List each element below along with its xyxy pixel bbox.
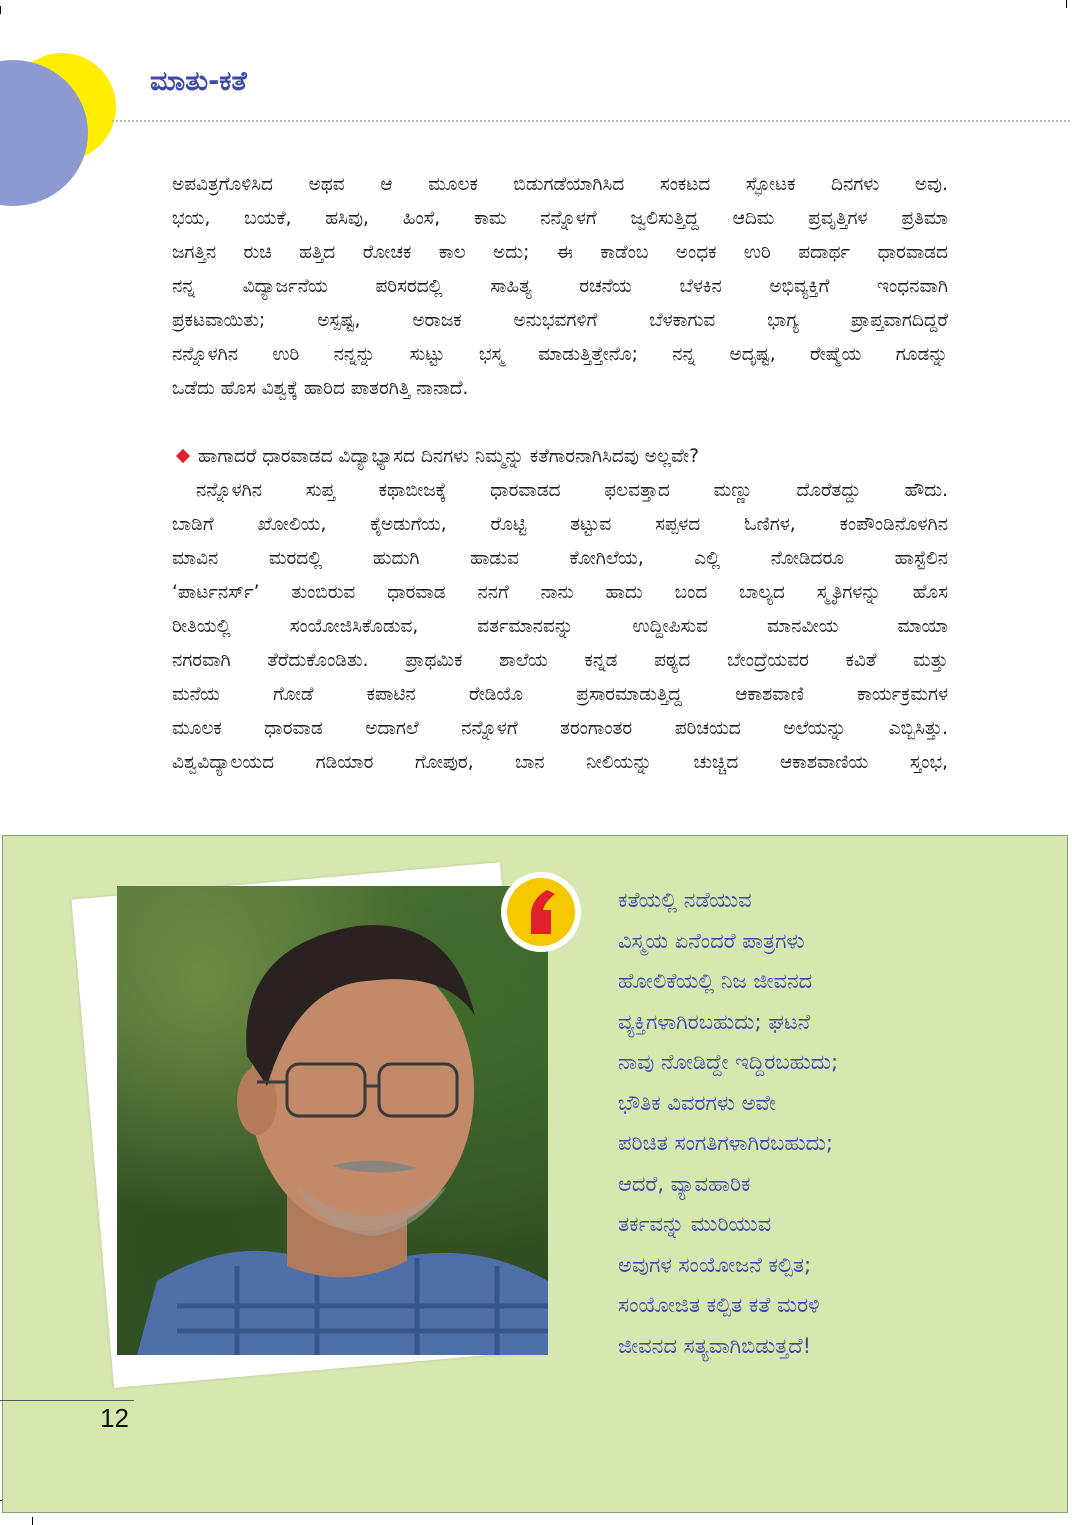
pullquote-line: ಆದರೆ, ವ್ಯಾವಹಾರಿಕ <box>618 1171 751 1196</box>
text-line: ರೀತಿಯಲ್ಲಿ ಸಂಯೋಜಿಸಿಕೊಡುವ, ವರ್ತಮಾನವನ್ನು ಉದ್ದೀಪಿಸುವ ಮಾನವೀಯ ಮಾಯಾ <box>172 616 948 637</box>
crop-mark-top-right <box>1066 0 1067 8</box>
text-line: ಮಾವಿನ ಮರದಲ್ಲಿ ಹುದುಗಿ ಹಾಡುವ ಕೋಗಿಲೆಯ, ಎಲ್ಲಿ ನೋಡಿದರೂ ಹಾಸ್ಟೆಲಿನ <box>172 548 948 569</box>
page-number-rule <box>0 1400 134 1401</box>
pullquote-line: ನಾವು ನೋಡಿದ್ದೇ ಇದ್ದಿರಬಹುದು; <box>618 1050 839 1074</box>
pullquote-line: ವ್ಯಕ್ತಿಗಳಾಗಿರಬಹುದು; ಘಟನೆ <box>618 1009 811 1034</box>
pullquote-line: ತರ್ಕವನ್ನು ಮುರಿಯುವ <box>618 1212 772 1236</box>
section-title: ಮಾತು-ಕತೆ <box>150 66 247 97</box>
text-line: ನನ್ನೊಳಗಿನ ಸುಪ್ತ ಕಥಾಬೀಜಕ್ಕೆ ಧಾರವಾಡದ ಫಲವತ್ತಾದ ಮಣ್ಣು ದೊರೆತದ್ದು ಹೌದು. <box>196 480 948 501</box>
interview-question <box>172 440 948 474</box>
crop-mark-top-left <box>0 6 1 14</box>
text-line: ವಿಶ್ವವಿದ್ಯಾಲಯದ ಗಡಿಯಾರ ಗೋಪುರ, ಬಾನ ನೀಲಿಯನ್ನು ಚುಚ್ಚಿದ ಆಕಾಶವಾಣಿಯ ಸ್ತಂಭ, <box>172 752 948 773</box>
text-line: ಮನೆಯ ಗೋಡೆ ಕಪಾಟಿನ ರೇಡಿಯೊ ಪ್ರಸಾರಮಾಡುತ್ತಿದ್ದ ಆಕಾಶವಾಣಿ ಕಾರ್ಯಕ್ರಮಗಳ <box>172 684 948 705</box>
pullquote-line: ಕತೆಯಲ್ಲಿ ನಡೆಯುವ <box>618 888 752 912</box>
text-line: ನಗರವಾಗಿ ತೆರೆದುಕೊಂಡಿತು. ಪ್ರಾಥಮಿಕ ಶಾಲೆಯ ಕನ್ನಡ ಪಠ್ಯದ ಬೇಂದ್ರೆಯವರ ಕವಿತೆ ಮತ್ತು <box>172 650 948 671</box>
question-text: ಹಾಗಾದರೆ ಧಾರವಾಡದ ವಿದ್ಯಾಭ್ಯಾಸದ ದಿನಗಳು ನಿಮ್ಮನ್ನು ಕತೆಗಾರನಾಗಿಸಿದವು ಅಲ್ಲವೇ? <box>198 446 699 467</box>
crop-mark-bottom-left <box>32 1517 33 1525</box>
page-number: 12 <box>100 1403 129 1433</box>
paragraph-answer <box>172 474 948 780</box>
pullquote-line: ಅವುಗಳ ಸಂಯೋಜನೆ ಕಲ್ಪಿತ; <box>618 1252 812 1277</box>
pullquote-line: ವಿಸ್ಮಯ ಏನೆಂದರೆ ಪಾತ್ರಗಳು <box>618 928 805 953</box>
pullquote-line: ಪರಿಚಿತ ಸಂಗತಿಗಳಾಗಿರಬಹುದು; <box>618 1131 833 1155</box>
pullquote-line: ಭೌತಿಕ ವಿವರಗಳು ಅವೇ <box>618 1090 776 1115</box>
text-line: ನನ್ನ ವಿದ್ಯಾರ್ಜನೆಯ ಪರಿಸರದಲ್ಲಿ ಸಾಹಿತ್ಯ ರಚನೆಯ ಬೆಳಕಿನ ಅಭಿವ್ಯಕ್ತಿಗೆ ಇಂಧನವಾಗಿ <box>172 276 948 297</box>
text-line: ಅಪವಿತ್ರಗೊಳಿಸಿದ ಅಥವ ಆ ಮೂಲಕ ಬಿಡುಗಡೆಯಾಗಿಸಿದ ಸಂಕಟದ ಸ್ಫೋಟಕ ದಿನಗಳು ಅವು. <box>172 174 948 195</box>
quote-mark-icon <box>507 878 575 946</box>
text-line: ‘ಪಾರ್ಟನರ್ಸ್’ ತುಂಬಿರುವ ಧಾರವಾಡ ನನಗೆ ನಾನು ಹಾದು ಬಂದ ಬಾಲ್ಯದ ಸ್ಮೃತಿಗಳನ್ನು ಹೊಸ <box>172 582 948 603</box>
text-line: ಬಾಡಿಗೆ ಖೋಲಿಯ, ಕೈಅಡುಗೆಯ, ರೊಟ್ಟಿ ತಟ್ಟುವ ಸಪ್ಪಳದ ಓಣಿಗಳ, ಕಂಪೌಂಡಿನೊಳಗಿನ <box>172 514 948 535</box>
paragraph-intro <box>172 168 948 406</box>
author-photo <box>117 886 548 1355</box>
author-portrait-illustration <box>117 886 548 1355</box>
pullquote-line: ಸಂಯೋಜಿತ ಕಲ್ಪಿತ ಕತೆ ಮರಳಿ <box>618 1293 820 1317</box>
dotted-divider <box>112 120 1070 122</box>
text-line: ಮೂಲಕ ಧಾರವಾಡ ಅದಾಗಲೆ ನನ್ನೊಳಗೆ ತರಂಗಾಂತರ ಪರಿಚಯದ ಅಲೆಯನ್ನು ಎಬ್ಬಿಸಿತ್ತು. <box>172 718 948 739</box>
diamond-bullet-icon <box>176 449 190 463</box>
text-line: ಭಯ, ಬಯಕೆ, ಹಸಿವು, ಹಿಂಸೆ, ಕಾಮ ನನ್ನೊಳಗೆ ಜ್ವಲಿಸುತ್ತಿದ್ದ ಆದಿಮ ಪ್ರವೃತ್ತಿಗಳ ಪ್ರತಿಮಾ <box>172 208 948 229</box>
pullquote-line: ಜೀವನದ ಸತ್ಯವಾಗಿಬಿಡುತ್ತದೆ! <box>618 1333 812 1358</box>
text-line: ಜಗತ್ತಿನ ರುಚಿ ಹತ್ತಿದ ರೋಚಕ ಕಾಲ ಅದು; ಈ ಕಾಡೆಂಬ ಅಂಧಕ ಉರಿ ಪದಾರ್ಥ ಧಾರವಾಡದ <box>172 242 948 263</box>
quote-badge <box>501 872 581 952</box>
pullquote-text <box>618 880 1048 1366</box>
text-line: ಒಡೆದು ಹೊಸ ವಿಶ್ವಕ್ಕೆ ಹಾರಿದ ಪಾತರಗಿತ್ತಿ ನಾನಾದೆ. <box>172 378 469 399</box>
text-line: ಪ್ರಕಟವಾಯಿತು; ಅಸ್ಪಷ್ಟ, ಅರಾಜಕ ಅನುಭವಗಳಿಗೆ ಬೆಳಕಾಗುವ ಭಾಗ್ಯ ಪ್ರಾಪ್ತವಾಗದಿದ್ದರೆ <box>172 310 948 331</box>
pullquote-line: ಹೋಲಿಕೆಯಲ್ಲಿ ನಿಜ ಜೀವನದ <box>618 969 813 993</box>
text-line: ನನ್ನೊಳಗಿನ ಉರಿ ನನ್ನನ್ನು ಸುಟ್ಟು ಭಸ್ಮ ಮಾಡುತ್ತಿತ್ತೇನೊ; ನನ್ನ ಅದೃಷ್ಟ, ರೇಷ್ಮೆಯ ಗೂಡನ್ನು <box>172 344 948 365</box>
